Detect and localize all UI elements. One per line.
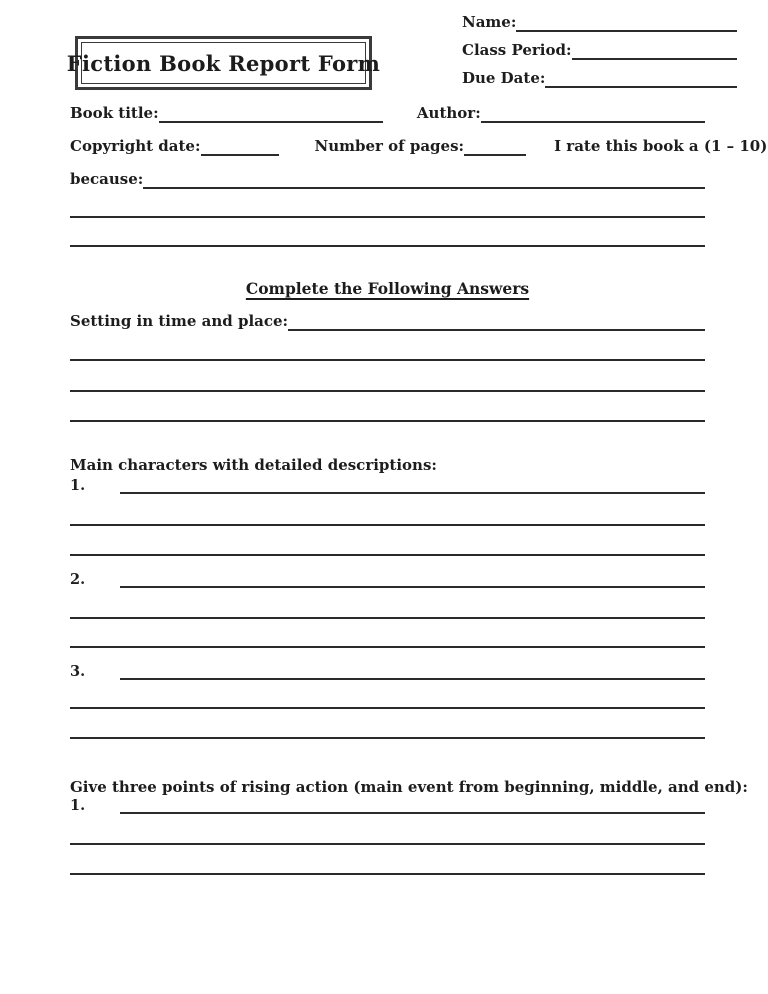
writing-line[interactable] bbox=[70, 646, 705, 648]
class-period-field-row bbox=[462, 38, 737, 60]
writing-line[interactable] bbox=[70, 524, 705, 526]
book-title-label: Book title: bbox=[70, 104, 159, 123]
writing-line[interactable] bbox=[70, 216, 705, 218]
writing-line[interactable] bbox=[70, 617, 705, 619]
due-date-input-line[interactable] bbox=[545, 66, 737, 88]
title-box bbox=[66, 36, 381, 90]
name-input-line[interactable] bbox=[516, 10, 737, 32]
copyright-pages-rating-row bbox=[70, 134, 768, 156]
writing-line[interactable] bbox=[70, 554, 705, 556]
book-title-author-row bbox=[70, 101, 705, 123]
rising-action-1-input-line[interactable] bbox=[120, 793, 705, 814]
character-item-number: 2. bbox=[70, 570, 86, 588]
setting-label: Setting in time and place: bbox=[70, 312, 289, 331]
form-title: Fiction Book Report Form bbox=[66, 50, 381, 76]
due-date-field-row bbox=[462, 66, 737, 88]
writing-line[interactable] bbox=[70, 420, 705, 422]
character-item-2 bbox=[70, 567, 705, 588]
writing-line[interactable] bbox=[70, 737, 705, 739]
writing-line[interactable] bbox=[70, 359, 705, 361]
character-item-number: 3. bbox=[70, 662, 86, 680]
because-input-line[interactable] bbox=[143, 167, 705, 189]
rising-action-label: Give three points of rising action (main event from beginning, middle, and end): bbox=[70, 778, 748, 796]
author-input-line[interactable] bbox=[481, 101, 705, 123]
rising-action-item-1 bbox=[70, 793, 705, 814]
header-fields bbox=[462, 10, 737, 94]
number-of-pages-label: Number of pages: bbox=[314, 137, 465, 156]
rising-action-item-number: 1. bbox=[70, 796, 86, 814]
class-period-input-line[interactable] bbox=[572, 38, 737, 60]
copyright-date-label: Copyright date: bbox=[70, 137, 201, 156]
author-label: Author: bbox=[416, 104, 481, 123]
due-date-label: Due Date: bbox=[462, 69, 546, 88]
character-2-input-line[interactable] bbox=[120, 567, 705, 588]
title-box-inner-border bbox=[66, 42, 381, 84]
writing-line[interactable] bbox=[70, 873, 705, 875]
writing-line[interactable] bbox=[70, 245, 705, 247]
character-item-3 bbox=[70, 659, 705, 680]
characters-label: Main characters with detailed descriptions: bbox=[70, 456, 437, 474]
name-field-row bbox=[462, 10, 737, 32]
copyright-date-input-line[interactable] bbox=[201, 134, 279, 156]
character-3-input-line[interactable] bbox=[120, 659, 705, 680]
character-item-1 bbox=[70, 473, 705, 494]
setting-input-line[interactable] bbox=[288, 309, 705, 331]
writing-line[interactable] bbox=[70, 843, 705, 845]
because-label: because: bbox=[70, 170, 144, 189]
book-title-input-line[interactable] bbox=[159, 101, 383, 123]
number-of-pages-input-line[interactable] bbox=[464, 134, 526, 156]
class-period-label: Class Period: bbox=[462, 41, 572, 60]
because-row bbox=[70, 167, 705, 189]
character-1-input-line[interactable] bbox=[120, 473, 705, 494]
writing-line[interactable] bbox=[70, 390, 705, 392]
rating-label: I rate this book a (1 – 10) bbox=[554, 137, 768, 156]
name-label: Name: bbox=[462, 13, 517, 32]
writing-line[interactable] bbox=[70, 707, 705, 709]
character-item-number: 1. bbox=[70, 476, 86, 494]
section-heading: Complete the Following Answers bbox=[245, 279, 530, 298]
setting-row bbox=[70, 309, 705, 331]
